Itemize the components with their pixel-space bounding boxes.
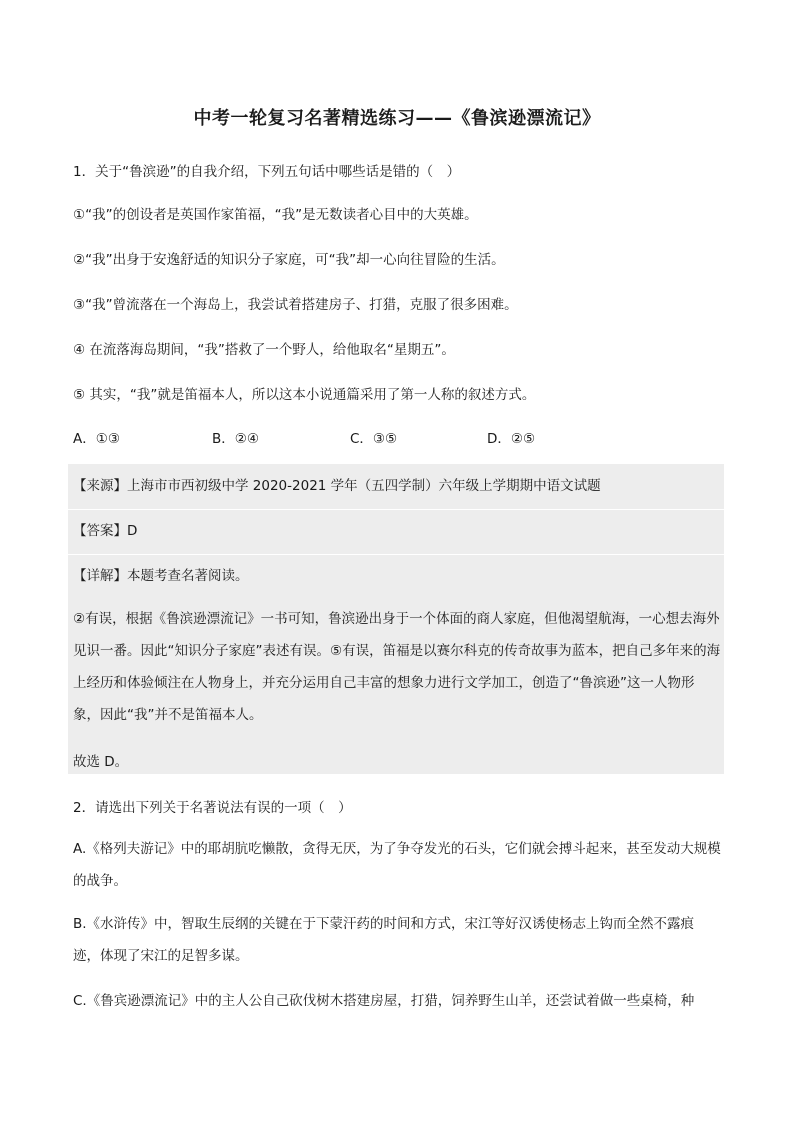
divider xyxy=(68,509,724,510)
option-b: B．②④ xyxy=(212,431,259,447)
question-2-option-a: A.《格列夫游记》中的耶胡肮吃懒散，贪得无厌，为了争夺发光的石头，它们就会搏斗起来，甚至发动大规模的战争。 xyxy=(73,841,721,889)
question-2-stem: 2．请选出下列关于名著说法有误的一项（ ） xyxy=(73,800,352,816)
detail-heading: 【详解】本题考查名著阅读。 xyxy=(73,568,249,584)
question-1-statement-1: ①“我”的创设者是英国作家笛福，“我”是无数读者心目中的大英雄。 xyxy=(73,207,478,223)
option-c: C．③⑤ xyxy=(350,431,398,447)
answer-line: 【答案】D xyxy=(73,523,138,539)
question-1-statement-4: ④ 在流落海岛期间，“我”搭救了一个野人，给他取名“星期五”。 xyxy=(73,342,455,358)
source-line: 【来源】上海市市西初级中学 2020-2021 学年（五四学制）六年级上学期期中语文试题 xyxy=(73,478,601,494)
page-title: 中考一轮复习名著精选练习——《鲁滨逊漂流记》 xyxy=(193,108,601,129)
question-1-statement-5: ⑤ 其实，“我”就是笛福本人，所以这本小说通篇采用了第一人称的叙述方式。 xyxy=(73,387,536,403)
option-a: A．①③ xyxy=(73,431,120,447)
question-2-option-b: B.《水浒传》中，智取生辰纲的关键在于下蒙汗药的时间和方式，宋江等好汉诱使杨志上钩而全然不露痕迹，体现了宋江的足智多谋。 xyxy=(73,916,695,964)
question-2-option-c: C.《鲁宾逊漂流记》中的主人公自己砍伐树木搭建房屋，打猎，饲养野生山羊，还尝试着做一些桌椅，种 xyxy=(73,993,695,1009)
option-d: D．②⑤ xyxy=(487,431,536,447)
question-1-statement-3: ③“我”曾流落在一个海岛上，我尝试着搭建房子、打猎，克服了很多困难。 xyxy=(73,297,518,313)
divider xyxy=(68,554,724,555)
conclusion-line: 故选 D。 xyxy=(73,754,129,770)
detail-explanation: ②有误，根据《鲁滨逊漂流记》一书可知，鲁滨逊出身于一个体面的商人家庭，但他渴望航海，一心想去海外见识一番。因此“知识分子家庭”表述有误。⑤有误，笛福是以赛尔科克的传奇故事为蓝本，把自己多年来的海上经历和体验倾注在人物身上，并充分运用自己丰富的想象力进行文学加工，创造了“鲁滨逊”这一人物形象，因此“我”并不是笛福本人。 xyxy=(73,611,721,723)
question-1-statement-2: ②“我”出身于安逸舒适的知识分子家庭，可“我”却一心向往冒险的生活。 xyxy=(73,252,505,268)
question-1-stem: 1．关于“鲁滨逊”的自我介绍，下列五句话中哪些话是错的（ ） xyxy=(73,164,461,180)
